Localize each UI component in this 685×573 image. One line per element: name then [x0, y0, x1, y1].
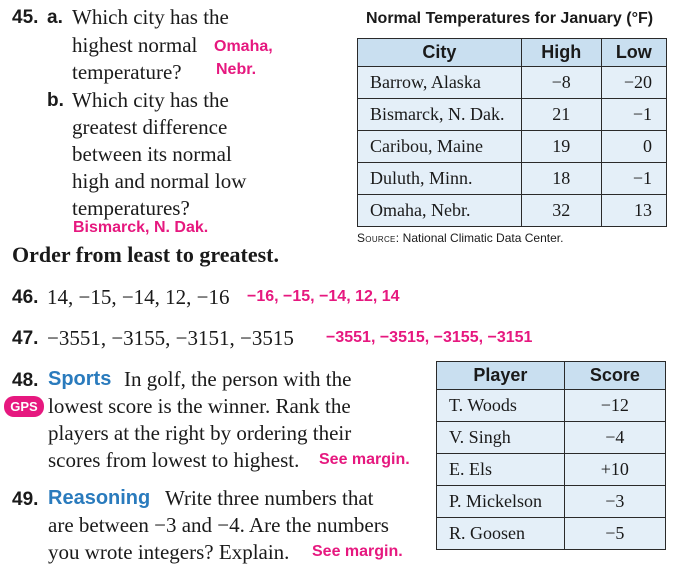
q45-number: 45.	[12, 7, 39, 28]
q48-heading: Sports	[48, 368, 112, 390]
low-cell: −1	[601, 99, 666, 131]
city-cell: Barrow, Alaska	[358, 67, 522, 99]
q49-line-1: Write three numbers that	[165, 486, 374, 510]
score-cell: −4	[564, 422, 665, 454]
table-row	[358, 99, 667, 131]
golf-table	[436, 361, 666, 550]
q48-line-3: players at the right by ordering their	[48, 421, 352, 445]
q48-line-4: scores from lowest to highest.	[48, 448, 300, 472]
low-cell: 0	[601, 131, 666, 163]
q45a-line-3: temperature?	[72, 60, 182, 84]
low-cell: −1	[601, 163, 666, 195]
temp-table-header-row	[358, 39, 667, 67]
high-cell: 18	[521, 163, 601, 195]
q46-text: 14, −15, −14, 12, −16	[47, 285, 230, 309]
q48-line-1: In golf, the person with the	[124, 367, 352, 391]
q45b-line-3: between its normal	[72, 142, 232, 166]
high-cell: 19	[521, 131, 601, 163]
q45b-label: b.	[47, 90, 64, 111]
player-cell: P. Mickelson	[437, 486, 565, 518]
temp-table	[357, 38, 667, 227]
q46-number: 46.	[12, 287, 39, 308]
player-cell: T. Woods	[437, 390, 565, 422]
player-cell: R. Goosen	[437, 518, 565, 550]
table-row	[358, 67, 667, 99]
score-cell: +10	[564, 454, 665, 486]
temp-header-low: Low	[601, 39, 666, 67]
q45a-label: a.	[47, 7, 63, 28]
q49-answer: See margin.	[312, 543, 403, 560]
q45a-answer-line-1: Omaha,	[214, 38, 273, 55]
temp-table-source	[357, 231, 563, 245]
temp-table-title: Normal Temperatures for January (°F)	[366, 10, 654, 27]
q49-line-2: are between −3 and −4. Are the numbers	[48, 513, 389, 537]
q45b-answer: Bismarck, N. Dak.	[73, 219, 209, 236]
table-row	[437, 486, 666, 518]
q49-heading: Reasoning	[48, 487, 151, 509]
q46-answer: −16, −15, −14, 12, 14	[247, 288, 400, 305]
score-cell: −12	[564, 390, 665, 422]
q48-line-2: lowest score is the winner. Rank the	[48, 394, 351, 418]
table-row	[437, 390, 666, 422]
city-cell: Duluth, Minn.	[358, 163, 522, 195]
score-cell: −3	[564, 486, 665, 518]
city-cell: Omaha, Nebr.	[358, 195, 522, 227]
q45a-line-2: highest normal	[72, 33, 198, 57]
table-row	[358, 163, 667, 195]
q45b-line-4: high and normal low	[72, 169, 247, 193]
q48-answer: See margin.	[319, 451, 410, 468]
player-cell: V. Singh	[437, 422, 565, 454]
q49-number: 49.	[12, 489, 39, 510]
q45b-line-2: greatest difference	[72, 115, 228, 139]
temp-header-high: High	[521, 39, 601, 67]
gps-badge: GPS	[4, 396, 44, 417]
table-row	[437, 518, 666, 550]
low-cell: −20	[601, 67, 666, 99]
q48-number: 48.	[12, 370, 39, 391]
q49-line-3: you wrote integers? Explain.	[48, 540, 290, 564]
low-cell: 13	[601, 195, 666, 227]
source-text: National Climatic Data Center.	[399, 231, 564, 245]
q45b-line-5: temperatures?	[72, 196, 190, 220]
temp-header-city: City	[358, 39, 522, 67]
q47-answer: −3551, −3515, −3155, −3151	[326, 329, 533, 346]
high-cell: −8	[521, 67, 601, 99]
golf-table-header-row	[437, 362, 666, 390]
player-cell: E. Els	[437, 454, 565, 486]
golf-header-score: Score	[564, 362, 665, 390]
city-cell: Bismarck, N. Dak.	[358, 99, 522, 131]
q47-number: 47.	[12, 328, 39, 349]
q45b-line-1: Which city has the	[72, 88, 229, 112]
q45a-answer-line-2: Nebr.	[216, 61, 257, 78]
high-cell: 21	[521, 99, 601, 131]
golf-header-player: Player	[437, 362, 565, 390]
table-row	[358, 131, 667, 163]
source-label: Source:	[357, 231, 400, 245]
high-cell: 32	[521, 195, 601, 227]
table-row	[437, 454, 666, 486]
city-cell: Caribou, Maine	[358, 131, 522, 163]
table-row	[437, 422, 666, 454]
q47-text: −3551, −3155, −3151, −3515	[47, 326, 294, 350]
q45a-line-1: Which city has the	[72, 5, 229, 29]
score-cell: −5	[564, 518, 665, 550]
section-title: Order from least to greatest.	[12, 242, 279, 267]
table-row	[358, 195, 667, 227]
